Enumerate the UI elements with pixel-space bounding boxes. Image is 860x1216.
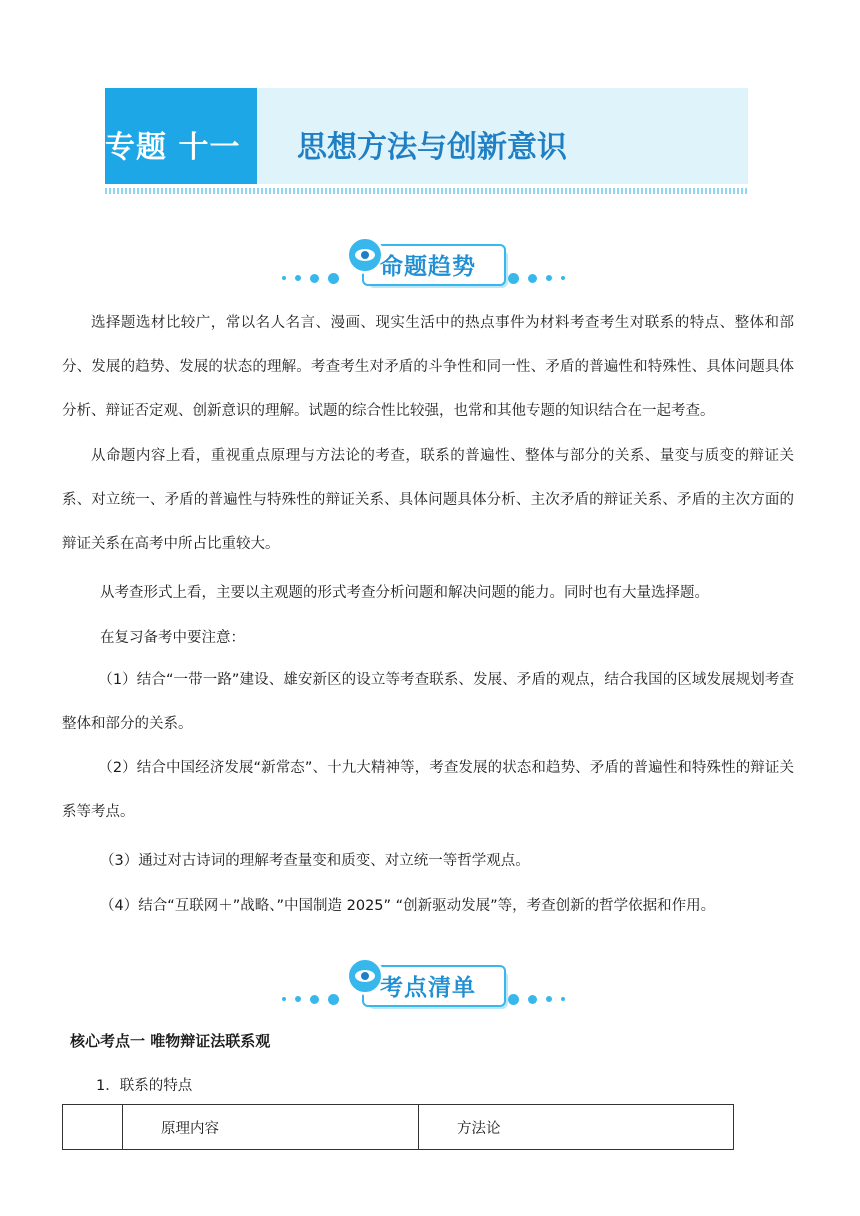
paragraph-4: 在复习备考中要注意： xyxy=(100,630,245,646)
dots-right xyxy=(508,993,565,1005)
dots-left xyxy=(282,272,339,284)
eye-icon xyxy=(346,957,384,995)
chapter-banner xyxy=(105,88,748,184)
list-item-3: （3）通过对古诗词的理解考查量变和质变、对立统一等哲学观点。 xyxy=(100,853,530,869)
chapter-number: 专题 十一 xyxy=(105,130,241,165)
section-label: 命题趋势 xyxy=(380,254,476,280)
paragraph-1: 选择题选材比较广，常以名人名言、漫画、现实生活中的热点事件为材料考查考生对联系的特点、整体和部分、发展的趋势、发展的状态的理解。考查考生对矛盾的斗争性和同一性、矛盾的普遍性和特殊性、具体问题具体分析、辩证否定观、创新意识的理解。试题的综合性比较强，也常和其他专题的知识结合在一起考查。 xyxy=(62,315,794,419)
paragraph-3: 从考查形式上看，主要以主观题的形式考查分析问题和解决问题的能力。同时也有大量选择题。 xyxy=(100,585,709,601)
sub-heading: 1．联系的特点 xyxy=(96,1078,193,1094)
section-header-checklist xyxy=(280,957,580,1007)
banner-stripe xyxy=(105,188,748,194)
dots-left xyxy=(282,993,339,1005)
list-item-1: （1）结合“一带一路”建设、雄安新区的设立等考查联系、发展、矛盾的观点，结合我国的区域发展规划考查整体和部分的关系。 xyxy=(62,672,794,732)
eye-icon xyxy=(346,236,384,274)
dots-right xyxy=(508,272,565,284)
chapter-title: 思想方法与创新意识 xyxy=(297,130,567,165)
list-item-4: （4）结合“互联网＋”战略、”中国制造 2025” “创新驱动发展”等，考查创新的哲学依据和作用。 xyxy=(100,898,716,914)
table-header-cell: 原理内容 xyxy=(123,1105,419,1150)
paragraph-2: 从命题内容上看，重视重点原理与方法论的考查，联系的普遍性、整体与部分的关系、量变与质变的辩证关系、对立统一、矛盾的普遍性与特殊性的辩证关系、具体问题具体分析、主次矛盾的辩证关系、矛盾的主次方面的辩证关系在高考中所占比重较大。 xyxy=(62,448,794,552)
table-header-cell: 方法论 xyxy=(419,1105,734,1150)
section-label: 考点清单 xyxy=(380,975,476,1001)
principle-table xyxy=(62,1104,734,1150)
core-point-title: 核心考点一 唯物辩证法联系观 xyxy=(70,1032,271,1050)
section-header-trend xyxy=(280,236,580,286)
table-row xyxy=(63,1105,734,1150)
list-item-2: （2）结合中国经济发展“新常态”、十九大精神等，考查发展的状态和趋势、矛盾的普遍性和特殊性的辩证关系等考点。 xyxy=(62,760,794,820)
table-header-cell xyxy=(63,1105,123,1150)
